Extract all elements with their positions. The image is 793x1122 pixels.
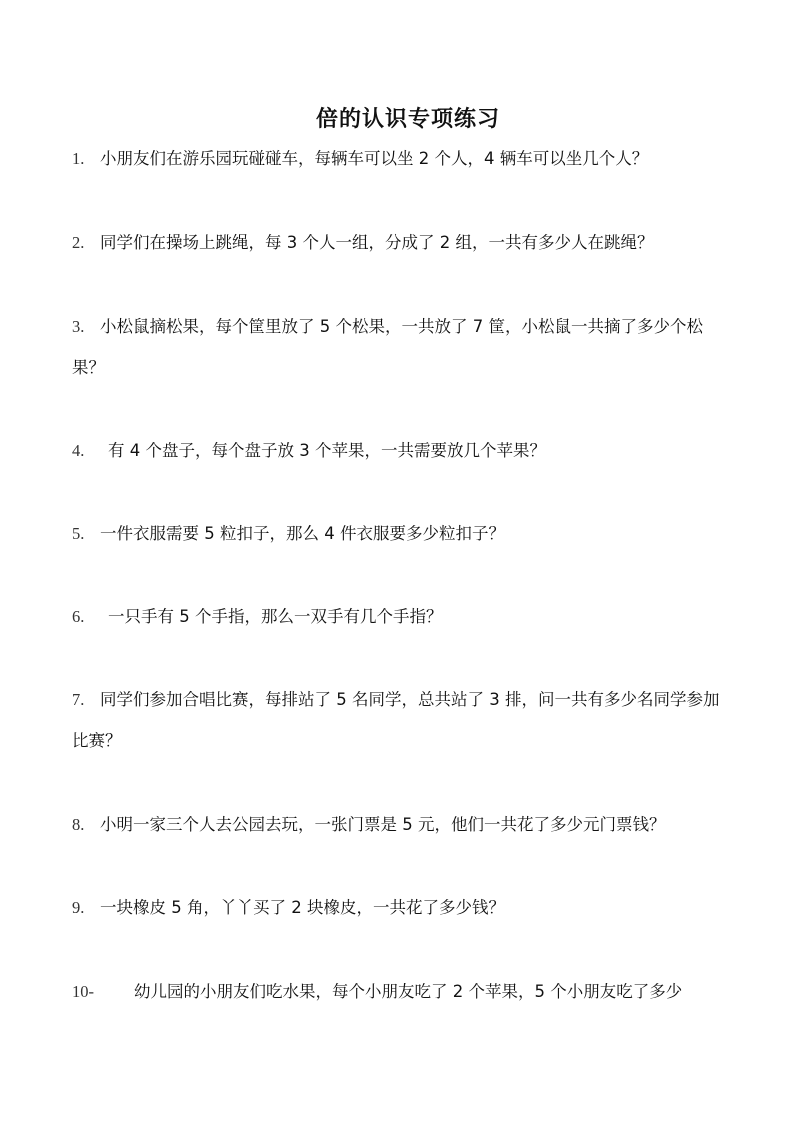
question-text: 有 4 个盘子，每个盘子放 3 个苹果，一共需要放几个苹果？ (108, 441, 546, 460)
page-title: 倍的认识专项练习 (315, 107, 500, 132)
question-text: 一只手有 5 个手指，那么一双手有几个手指？ (108, 607, 443, 626)
question-number: 3. (72, 317, 85, 336)
question-number: 10- (72, 982, 94, 1001)
question-text: 小朋友们在游乐园玩碰碰车，每辆车可以坐 2 个人，4 辆车可以坐几个人？ (100, 149, 649, 168)
question-7 (72, 679, 732, 761)
question-1 (72, 138, 732, 179)
question-2 (72, 222, 732, 263)
question-text: 一块橡皮 5 角，丫丫买了 2 块橡皮，一共花了多少钱？ (100, 898, 505, 917)
question-text: 幼儿园的小朋友们吃水果，每个小朋友吃了 2 个苹果，5 个小朋友吃了多少 (134, 982, 683, 1001)
question-number: 5. (72, 524, 85, 543)
question-number: 8. (72, 815, 85, 834)
question-text: 小明一家三个人去公园去玩，一张门票是 5 元，他们一共花了多少元门票钱？ (100, 815, 666, 834)
question-number: 2. (72, 233, 85, 252)
question-number: 1. (72, 149, 85, 168)
question-4 (72, 430, 732, 471)
question-number: 6. (72, 607, 85, 626)
question-number: 9. (72, 898, 85, 917)
question-3 (72, 306, 732, 388)
question-9 (72, 887, 732, 928)
question-number: 4. (72, 441, 85, 460)
question-5 (72, 513, 732, 554)
question-text: 一件衣服需要 5 粒扣子，那么 4 件衣服要多少粒扣子？ (100, 524, 505, 543)
question-text: 同学们参加合唱比赛，每排站了 5 名同学，总共站了 3 排，问一共有多少名同学参加比赛？ (72, 690, 720, 750)
question-text: 同学们在操场上跳绳，每 3 个人一组，分成了 2 组，一共有多少人在跳绳？ (100, 233, 654, 252)
question-8 (72, 804, 732, 845)
question-number: 7. (72, 690, 85, 709)
question-10 (72, 971, 732, 1012)
question-6 (72, 596, 732, 637)
question-text: 小松鼠摘松果，每个筐里放了 5 个松果，一共放了 7 筐，小松鼠一共摘了多少个松果？ (72, 317, 703, 377)
